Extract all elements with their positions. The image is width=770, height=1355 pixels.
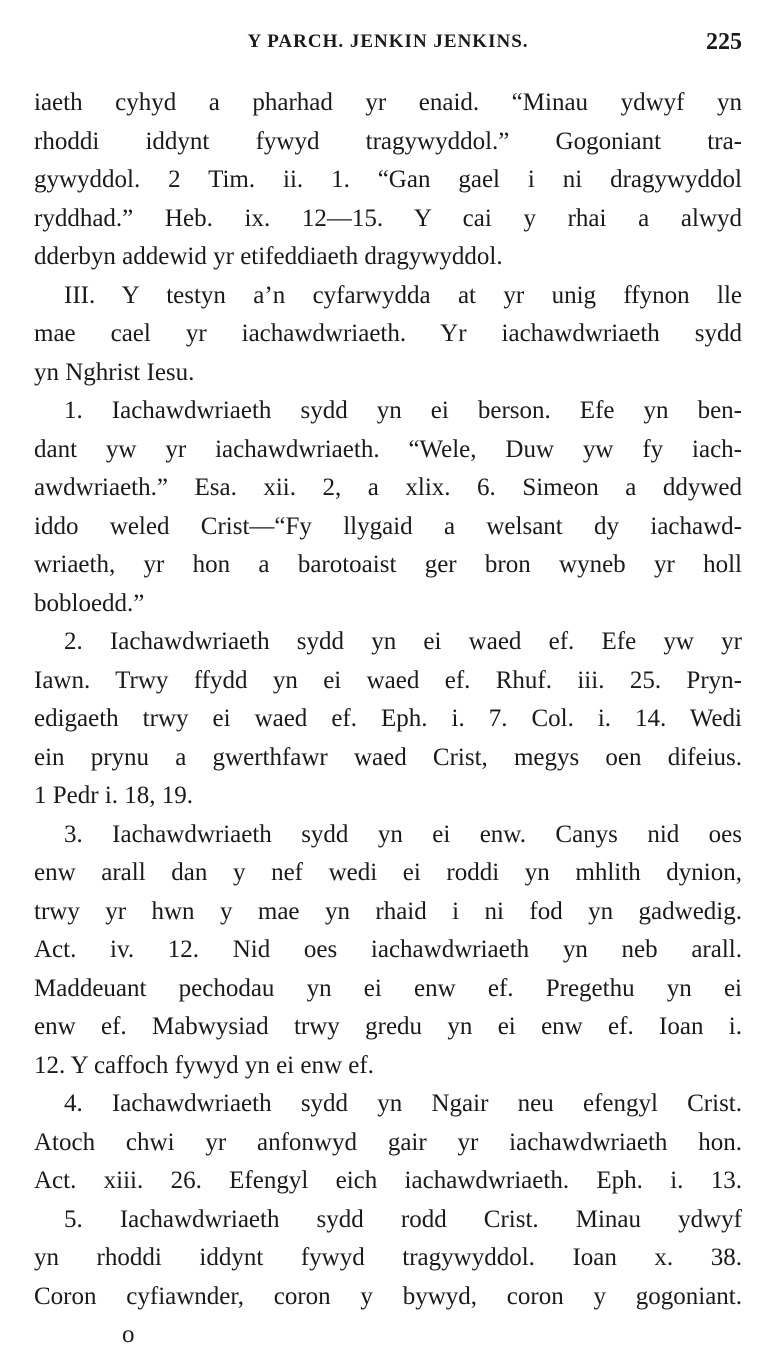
body-text [34, 84, 742, 1355]
text-line: Act. iv. 12. Nid oes iachawdwriaeth yn neb arall. [34, 936, 742, 963]
text-line: wriaeth, yr hon a barotoaist ger bron wyneb yr holl [34, 551, 742, 578]
text-line: mae cael yr iachawdwriaeth. Yr iachawdwriaeth sydd [34, 320, 742, 347]
text-line: edigaeth trwy ei waed ef. Eph. i. 7. Col. i. 14. Wedi [34, 705, 742, 732]
text-line: 1 Pedr i. 18, 19. [34, 782, 194, 809]
text-line: ryddhad.” Heb. ix. 12—15. Y cai y rhai a alwyd [34, 204, 742, 232]
text-line: Maddeuant pechodau yn ei enw ef. Pregethu yn ei [34, 974, 742, 1002]
text-line: Act. xiii. 26. Efengyl eich iachawdwriaeth. Eph. i. 13. [34, 1167, 742, 1194]
text-line: ein prynu a gwerthfawr waed Crist, megys oen difeius. [34, 743, 742, 771]
text-line: enw ef. Mabwysiad trwy gredu yn ei enw ef. Ioan i. [34, 1013, 742, 1040]
text-line: 12. Y caffoch fywyd yn ei enw ef. [34, 1051, 374, 1079]
text-line: III. Y testyn a’n cyfarwydda at yr unig ffynon lle [64, 281, 742, 309]
page-number: 225 [706, 29, 742, 55]
text-line: 5. Iachawdwriaeth sydd rodd Crist. Minau ydwyf [64, 1205, 742, 1233]
text-line: awdwriaeth.” Esa. xii. 2, a xlix. 6. Simeon a ddywed [34, 474, 742, 501]
text-line: Iawn. Trwy ffydd yn ei waed ef. Rhuf. iii. 25. Pryn- [34, 666, 742, 694]
text-line: 2. Iachawdwriaeth sydd yn ei waed ef. Efe yw yr [64, 628, 742, 655]
text-line: yn Nghrist Iesu. [34, 358, 195, 386]
text-line: Coron cyfiawnder, coron y bywyd, coron y gogoniant. [34, 1282, 742, 1310]
text-line: iddo weled Crist—“Fy llygaid a welsant dy iachawd- [34, 512, 742, 540]
text-line: 3. Iachawdwriaeth sydd yn ei enw. Canys nid oes [64, 820, 742, 848]
text-line: rhoddi iddynt fywyd tragywyddol.” Gogoniant tra- [34, 127, 742, 155]
text-line: 1. Iachawdwriaeth sydd yn ei berson. Efe yn ben- [64, 397, 742, 424]
text-line: dderbyn addewid yr etifeddiaeth dragywyddol. [34, 243, 503, 270]
text-line: gywyddol. 2 Tim. ii. 1. “Gan gael i ni dragywyddol [34, 166, 742, 193]
running-title: Y PARCH. JENKIN JENKINS. [247, 31, 529, 52]
text-line: 4. Iachawdwriaeth sydd yn Ngair neu efengyl Crist. [64, 1090, 742, 1117]
text-line: iaeth cyhyd a pharhad yr enaid. “Minau ydwyf yn [34, 89, 742, 116]
running-head [34, 26, 742, 58]
text-line: dant yw yr iachawdwriaeth. “Wele, Duw yw fy iach- [34, 435, 742, 463]
text-line: yn rhoddi iddynt fywyd tragywyddol. Ioan x. 38. [34, 1244, 742, 1271]
text-line: bobloedd.” [34, 589, 145, 617]
text-line: trwy yr hwn y mae yn rhaid i ni fod yn gadwedig. [34, 897, 742, 925]
text-line: enw arall dan y nef wedi ei roddi yn mhlith dynion, [34, 859, 742, 886]
text-line: Atoch chwi yr anfonwyd gair yr iachawdwriaeth hon. [34, 1128, 742, 1156]
text-line: o [122, 1321, 135, 1348]
